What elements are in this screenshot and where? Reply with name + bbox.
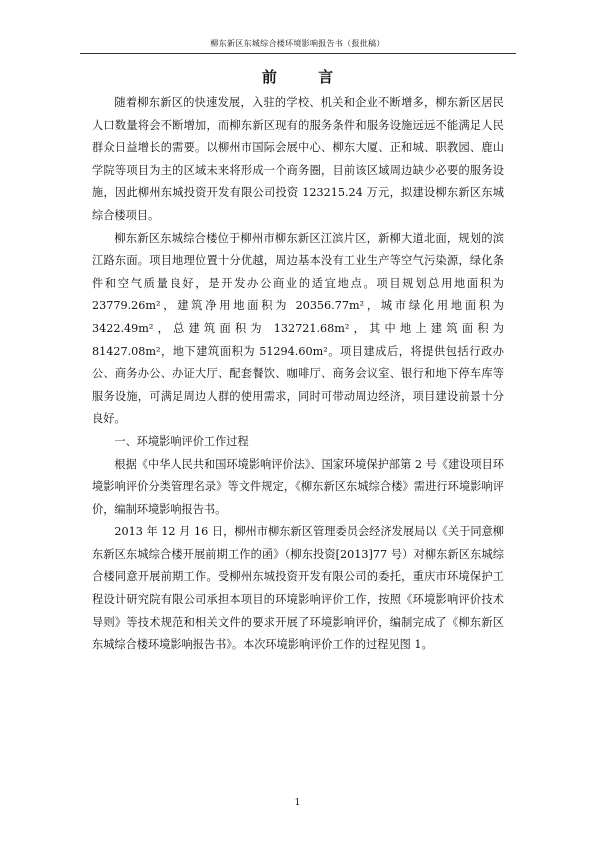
body-text — [92, 92, 504, 657]
paragraph-2: 柳东新区东城综合楼位于柳州市柳东新区江滨片区，新柳大道北面，规划的滨江路东面。项目地理位置十分优越，周边基本没有工业生产等空气污染源，绿化条件和空气质量良好，是开发办公商业的适宜地点。项目规划总用地面积为 23779.26m²，建筑净用地面积为 20356.77m²，城市绿化用地面积为 3422.49m²，总建筑面积为 132721.68m²，其中地上建筑面积为 81427.08m²，地下建筑面积为 51294.60m²。项目建成后，将提供包括行政办公、商务办公、办证大厅、配套餐饮、咖啡厅、商务会议室、银行和地下停车库等服务设施，可满足周边人群的使用需求，同时可带动周边经济，项目建设前景十分良好。 — [92, 231, 504, 426]
page-number: 1 — [294, 798, 301, 808]
header-rule — [80, 53, 516, 54]
paragraph-3: 根据《中华人民共和国环境影响评价法》、国家环境保护部第 2 号《建设项目环境影响评价分类管理名录》等文件规定，《柳东新区东城综合楼》需进行环境影响评价，编制环境影响报告书。 — [92, 457, 504, 516]
running-header: 柳东新区东城综合楼环境影响报告书（报批稿） — [210, 39, 385, 48]
section-title: 前 言 — [261, 68, 352, 86]
paragraph-4: 2013 年 12 月 16 日，柳州市柳东新区管理委员会经济发展局以《关于同意柳东新区东城综合楼开展前期工作的函》（柳东投资[2013]77 号）对柳东新区东城综合楼同意开展前期工作。受柳州东城投资开发有限公司的委托，重庆市环境保护工程设计研究院有限公司承担本项目的环境影响评价工作，按照《环境影响评价技术导则》等技术规范和相关文件的要求开展了环境影响评价，编制完成了《柳东新区东城综合楼环境影响报告书》。本次环境影响评价工作的过程见图 1。 — [92, 525, 504, 652]
paragraph-1: 随着柳东新区的快速发展，入驻的学校、机关和企业不断增多，柳东新区居民人口数量将会不断增加，而柳东新区现有的服务条件和服务设施远远不能满足人民群众日益增长的需要。以柳州市国际会展中心、柳东大厦、正和城、职教园、鹿山学院等项目为主的区域未来将形成一个商务圈，目前该区域周边缺少必要的服务设施，因此柳州东城投资开发有限公司投资 123215.24 万元，拟建设柳东新区东城综合楼项目。 — [92, 96, 504, 222]
section-heading: 一、环境影响评价工作过程 — [114, 434, 249, 448]
